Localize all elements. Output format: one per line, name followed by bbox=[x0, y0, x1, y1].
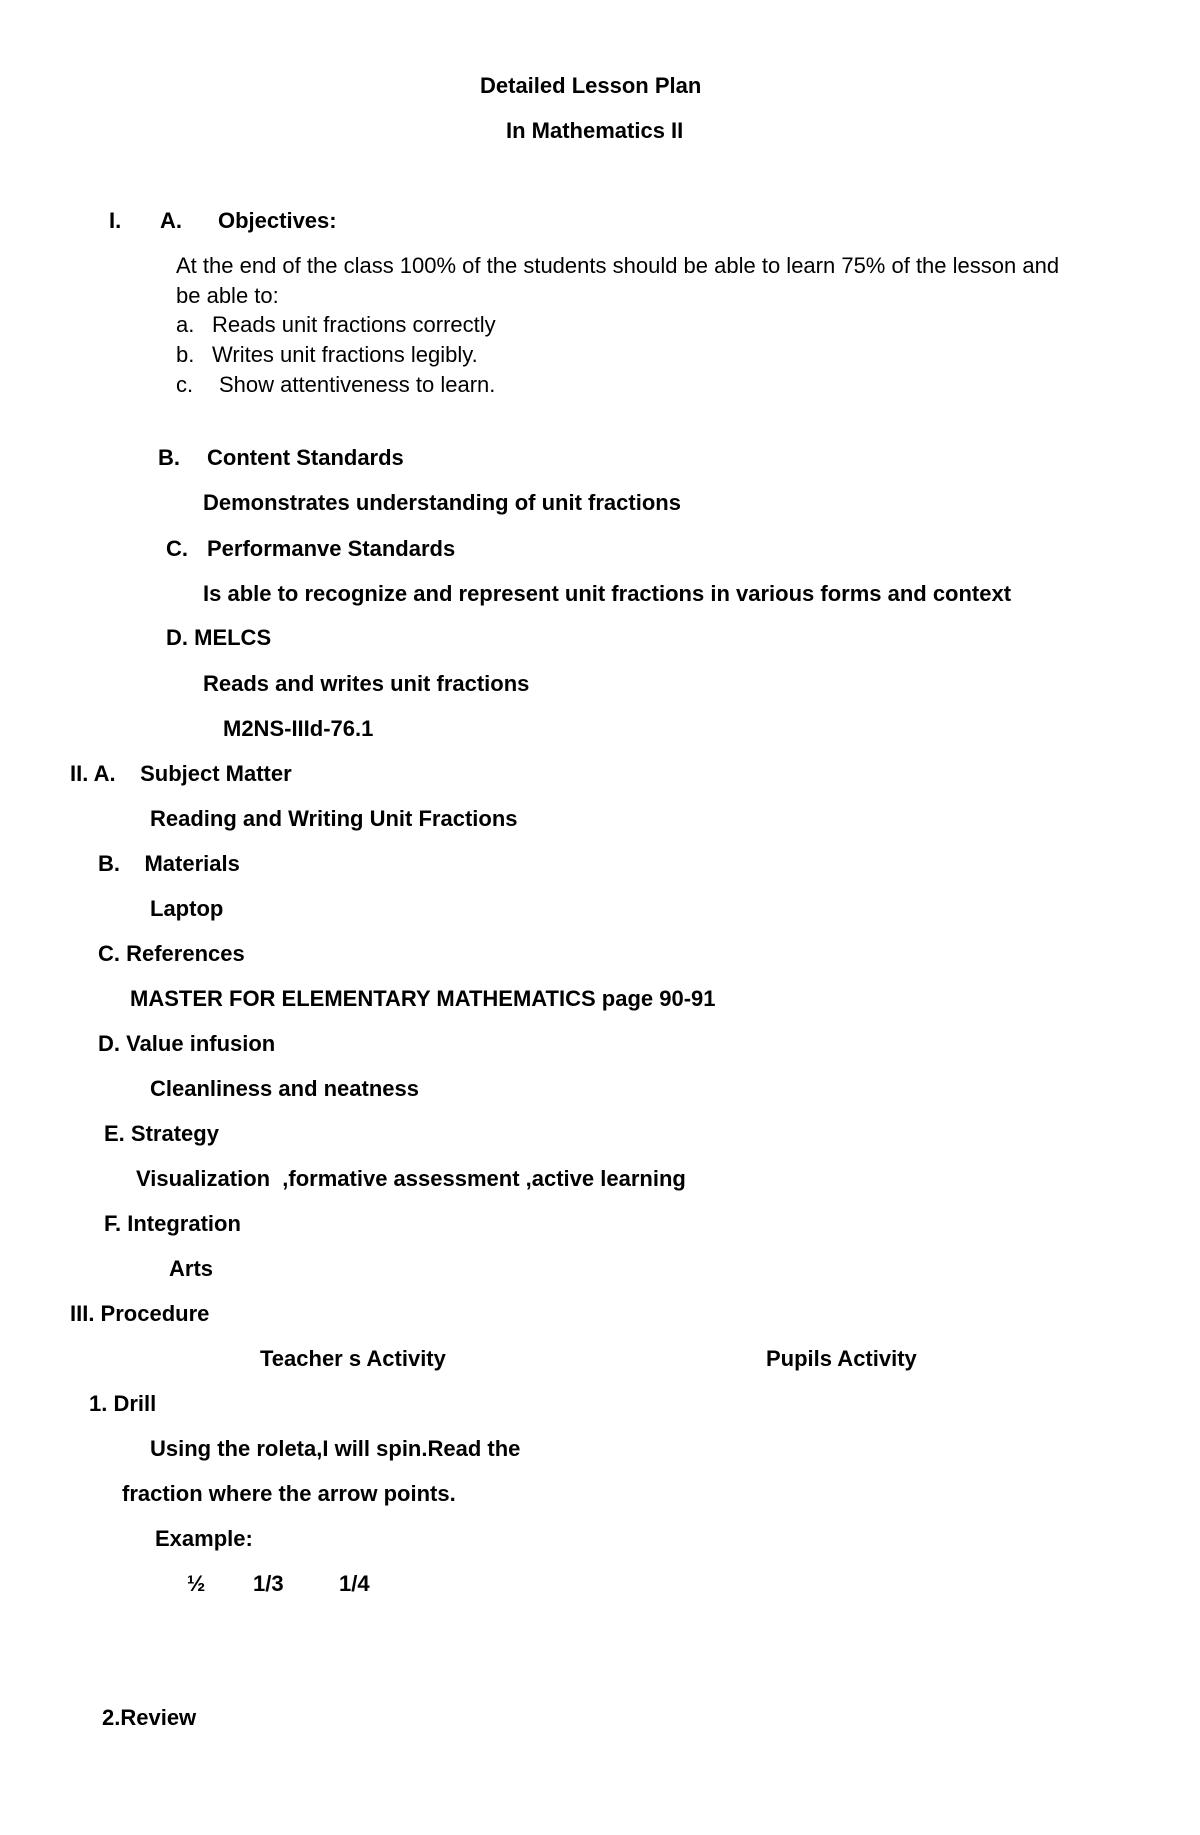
content-standards-text: Demonstrates understanding of unit fractions bbox=[203, 490, 681, 515]
drill-line2: fraction where the arrow points. bbox=[122, 1481, 456, 1506]
objectives-letter: A. bbox=[160, 208, 182, 233]
objectives-intro-line2: be able to: bbox=[176, 283, 279, 308]
materials-heading: B. Materials bbox=[98, 851, 240, 876]
list-marker: c. bbox=[176, 372, 194, 397]
review-heading: 2.Review bbox=[102, 1705, 197, 1730]
value-infusion-text: Cleanliness and neatness bbox=[150, 1076, 419, 1101]
references-text: MASTER FOR ELEMENTARY MATHEMATICS page 90-91 bbox=[130, 986, 716, 1011]
procedure-heading: III. Procedure bbox=[70, 1301, 210, 1326]
list-text: Show attentiveness to learn. bbox=[219, 372, 496, 397]
melcs-code: M2NS-IIId-76.1 bbox=[223, 716, 374, 741]
performance-standards-heading: Performanve Standards bbox=[207, 536, 456, 561]
melcs-text: Reads and writes unit fractions bbox=[203, 671, 530, 696]
fraction-half: ½ bbox=[187, 1571, 206, 1596]
materials-text: Laptop bbox=[150, 896, 224, 921]
value-infusion-heading: D. Value infusion bbox=[98, 1031, 276, 1056]
integration-text: Arts bbox=[169, 1256, 214, 1281]
content-standards-heading: Content Standards bbox=[207, 445, 404, 470]
pupils-activity-column-header: Pupils Activity bbox=[766, 1346, 917, 1371]
list-text: Writes unit fractions legibly. bbox=[212, 342, 478, 367]
document-subtitle: In Mathematics II bbox=[506, 118, 684, 143]
performance-standards-letter: C. bbox=[166, 536, 188, 561]
subject-matter-heading: II. A. Subject Matter bbox=[70, 761, 292, 786]
drill-line1: Using the roleta,I will spin.Read the bbox=[150, 1436, 521, 1461]
subject-matter-text: Reading and Writing Unit Fractions bbox=[150, 806, 518, 831]
list-marker: b. bbox=[176, 342, 195, 367]
strategy-heading: E. Strategy bbox=[104, 1121, 219, 1146]
strategy-text: Visualization ,formative assessment ,active learning bbox=[136, 1166, 686, 1191]
list-text: Reads unit fractions correctly bbox=[212, 312, 496, 337]
melcs-heading: D. MELCS bbox=[166, 625, 272, 650]
content-standards-letter: B. bbox=[158, 445, 180, 470]
list-marker: a. bbox=[176, 312, 195, 337]
fraction-third: 1/3 bbox=[253, 1571, 284, 1596]
drill-heading: 1. Drill bbox=[89, 1391, 157, 1416]
section-i-roman: I. bbox=[109, 208, 122, 233]
references-heading: C. References bbox=[98, 941, 245, 966]
performance-standards-text: Is able to recognize and represent unit fractions in various forms and context bbox=[203, 581, 1012, 606]
teacher-activity-column-header: Teacher s Activity bbox=[260, 1346, 446, 1371]
document-title: Detailed Lesson Plan bbox=[480, 73, 702, 98]
integration-heading: F. Integration bbox=[104, 1211, 241, 1236]
objectives-intro-line1: At the end of the class 100% of the students should be able to learn 75% of the lesson and bbox=[176, 253, 1060, 278]
example-label: Example: bbox=[155, 1526, 253, 1551]
objectives-heading: Objectives: bbox=[218, 208, 337, 233]
fraction-quarter: 1/4 bbox=[339, 1571, 370, 1596]
